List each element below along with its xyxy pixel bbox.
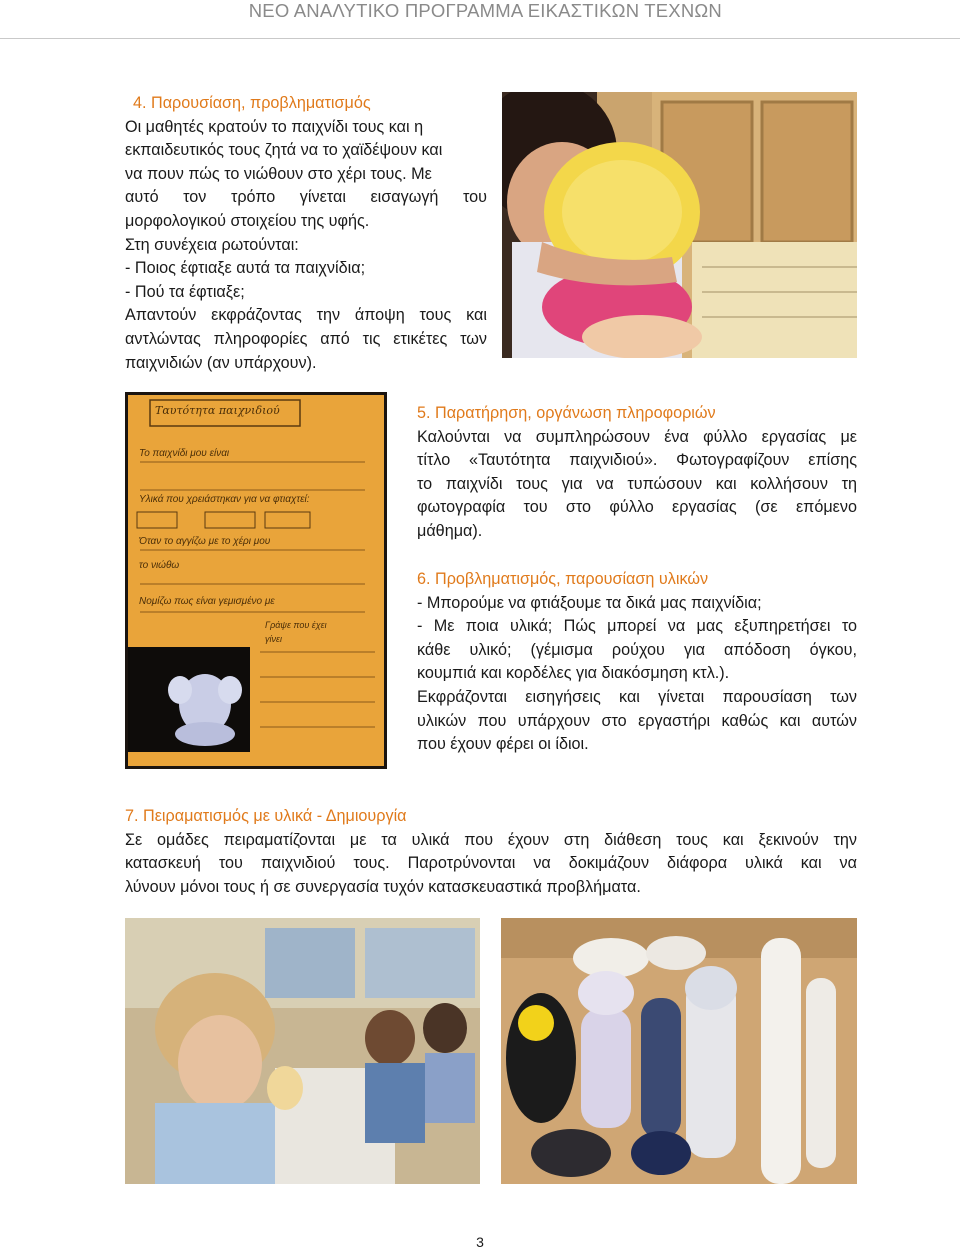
section-6-line: κάθε υλικό; (γέμισμα ρούχου για απόδοση όγκου, xyxy=(417,640,857,659)
worksheet-line: Γράψε που έχει xyxy=(265,620,327,630)
section-6-line: - Μπορούμε να φτιάξουμε τα δικά μας παιχνίδια; xyxy=(417,593,762,612)
section-5-line: φωτογραφία του στο φύλλο εργασίας (σε επόμενο xyxy=(417,498,857,517)
worksheet-title: Ταυτότητα παιχνιδιού xyxy=(155,404,280,417)
photo-children-classroom xyxy=(125,918,480,1184)
section-5 xyxy=(417,402,857,544)
page-header xyxy=(0,0,960,39)
worksheet-line: Όταν το αγγίζω με το χέρι μου xyxy=(139,536,271,547)
section-5-line: τίτλο «Ταυτότητα παιχνιδιού». Φωτογραφίζουν επίσης xyxy=(417,451,857,470)
section-6-line: που έχουν φέρει οι ίδιοι. xyxy=(417,735,589,754)
page-number: 3 xyxy=(476,1234,484,1250)
photo-fabric-toys-table xyxy=(501,918,857,1184)
worksheet-line: το νιώθω xyxy=(139,560,180,571)
section-4-line: μορφολογικού στοιχείου της υφής. xyxy=(125,211,370,230)
section-4-line: - Ποιος έφτιαξε αυτά τα παιχνίδια; xyxy=(125,259,366,278)
section-6 xyxy=(417,568,857,757)
section-4-line: να πουν πώς το νιώθουν στο χέρι τους. Με xyxy=(125,164,432,183)
section-7-line: λύνουν μόνοι τους ή σε συνεργασία τυχόν κατασκευαστικά προβλήματα. xyxy=(125,877,641,896)
photo-worksheet-toy-identity xyxy=(125,392,387,769)
section-5-line: μάθημα). xyxy=(417,521,483,540)
section-6-heading: 6. Προβληματισμός, παρουσίαση υλικών xyxy=(417,570,709,588)
worksheet-line: γίνει xyxy=(265,634,282,644)
section-5-line: το παιχνίδι τους για να τυπώσουν και κολλήσουν τη xyxy=(417,474,857,493)
worksheet-line: Υλικά που χρειάστηκαν για να φτιαχτεί: xyxy=(139,494,310,505)
section-4-line: εκπαιδευτικός τους ζητά να το χαϊδέψουν και xyxy=(125,141,443,160)
section-7 xyxy=(125,805,857,899)
section-7-line: Σε ομάδες πειραματίζονται με τα υλικά που έχουν στη διάθεση τους και ξεκινούν την xyxy=(125,830,857,849)
section-4-line: αντλώντας πληροφορίες από τις ετικέτες των xyxy=(125,329,487,348)
section-6-line: κουμπιά και κορδέλες για διακόσμηση κτλ.). xyxy=(417,664,730,683)
photo-child-hugging-doll xyxy=(502,92,857,358)
section-4 xyxy=(125,92,487,375)
worksheet-line: Νομίζω πως είναι γεμισμένο με xyxy=(139,596,275,607)
section-7-line: κατασκευή του παιχνιδιού τους. Παροτρύνονται να δοκιμάζουν διάφορα υλικά και να xyxy=(125,854,857,873)
section-4-line: Οι μαθητές κρατούν το παιχνίδι τους και η xyxy=(125,117,424,136)
section-6-line: - Με ποια υλικά; Πώς μπορεί να μας εξυπηρετήσει το xyxy=(417,617,857,636)
section-7-heading: 7. Πειραματισμός με υλικά - Δημιουργία xyxy=(125,807,407,825)
section-5-heading: 5. Παρατήρηση, οργάνωση πληροφοριών xyxy=(417,404,716,422)
section-4-heading: 4. Παρουσίαση, προβληματισμός xyxy=(133,94,371,112)
section-4-line: παιχνιδιών (αν υπάρχουν). xyxy=(125,353,317,372)
section-6-line: Εκφράζονται εισηγήσεις και γίνεται παρουσίαση των xyxy=(417,687,857,706)
header-title: ΝΕΟ ΑΝΑΛΥΤΙΚΟ ΠΡΟΓΡΑΜΜΑ ΕΙΚΑΣΤΙΚΩΝ ΤΕΧΝΩΝ xyxy=(248,0,722,21)
section-4-line: Απαντούν εκφράζοντας την άποψη τους και xyxy=(125,306,487,325)
section-4-line: αυτό τον τρόπο γίνεται εισαγωγή του xyxy=(125,188,487,207)
section-6-line: υλικών που υπάρχουν στο εργαστήρι καθώς και αυτών xyxy=(417,711,857,730)
section-5-line: Καλούνται να συμπληρώσουν ένα φύλλο εργασίας με xyxy=(417,427,857,446)
section-4-line: Στη συνέχεια ρωτούνται: xyxy=(125,235,299,254)
worksheet-line: Το παιχνίδι μου είναι xyxy=(139,448,230,459)
section-4-line: - Πού τα έφτιαξε; xyxy=(125,282,245,301)
